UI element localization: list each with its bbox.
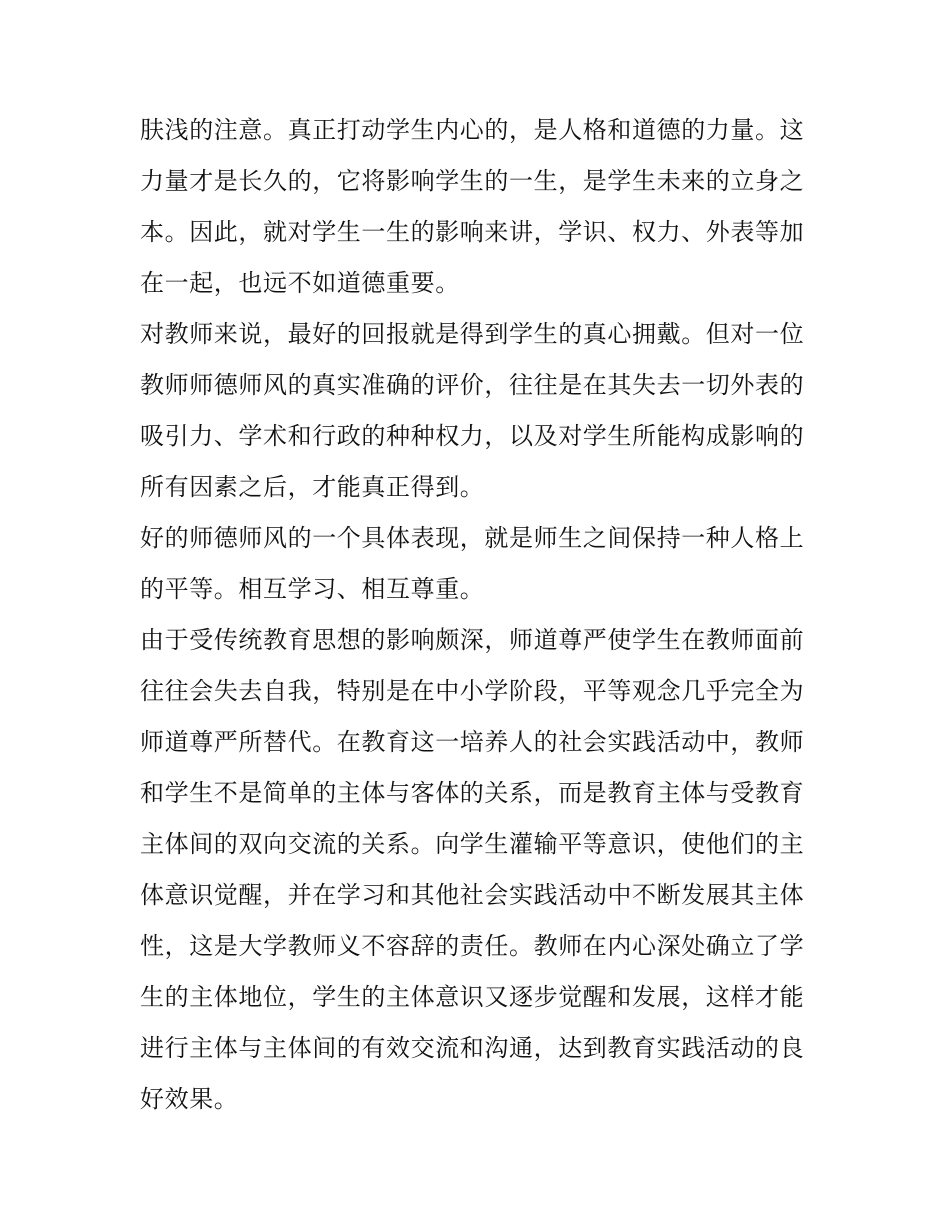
- text-line: 力量才是长久的，它将影响学生的一生，是学生未来的立身之: [140, 167, 805, 195]
- text-line: 吸引力、学术和行政的种种权力，以及对学生所能构成影响的: [140, 422, 805, 450]
- text-line: 的平等。相互学习、相互尊重。: [140, 575, 485, 603]
- text-line: 教师师德师风的真实准确的评价，往往是在其失去一切外表的: [140, 371, 805, 399]
- text-line: 好效果。: [140, 1085, 239, 1113]
- text-line: 主体间的双向交流的关系。向学生灌输平等意识，使他们的主: [140, 830, 805, 858]
- text-line: 本。因此，就对学生一生的影响来讲，学识、权力、外表等加: [140, 218, 805, 246]
- text-line: 往往会失去自我，特别是在中小学阶段，平等观念几乎完全为: [140, 677, 805, 705]
- text-line: 对教师来说，最好的回报就是得到学生的真心拥戴。但对一位: [140, 320, 805, 348]
- text-line: 体意识觉醒，并在学习和其他社会实践活动中不断发展其主体: [140, 881, 805, 909]
- text-line: 肤浅的注意。真正打动学生内心的，是人格和道德的力量。这: [140, 116, 805, 144]
- text-line: 性，这是大学教师义不容辞的责任。教师在内心深处确立了学: [140, 932, 805, 960]
- text-line: 师道尊严所替代。在教育这一培养人的社会实践活动中，教师: [140, 728, 805, 756]
- text-line: 生的主体地位，学生的主体意识又逐步觉醒和发展，这样才能: [140, 983, 805, 1011]
- text-line: 由于受传统教育思想的影响颇深，师道尊严使学生在教师面前: [140, 626, 805, 654]
- text-line: 在一起，也远不如道德重要。: [140, 269, 460, 297]
- text-line: 好的师德师风的一个具体表现，就是师生之间保持一种人格上: [140, 524, 805, 552]
- text-line: 和学生不是简单的主体与客体的关系，而是教育主体与受教育: [140, 779, 805, 807]
- text-line: 进行主体与主体间的有效交流和沟通，达到教育实践活动的良: [140, 1034, 805, 1062]
- text-line: 所有因素之后，才能真正得到。: [140, 473, 485, 501]
